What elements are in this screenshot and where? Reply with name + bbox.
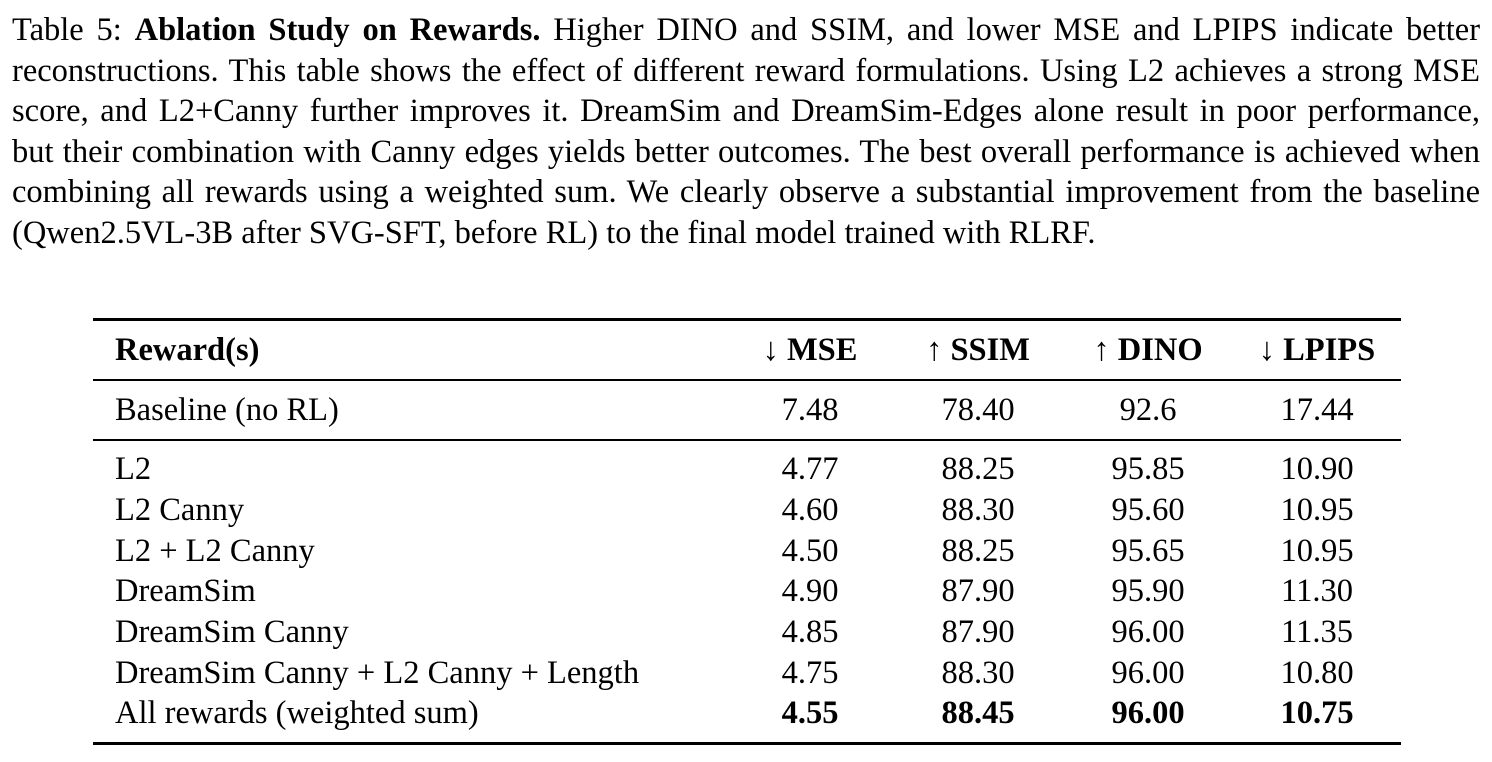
cell-ssim: 88.30: [941, 654, 1015, 691]
cell-dino: 95.65: [1111, 532, 1185, 569]
cell-mse: 4.60: [781, 492, 839, 529]
cell-mse: 4.77: [781, 451, 839, 488]
caption-title: Ablation Study on Rewards.: [134, 12, 541, 48]
table-row: [93, 571, 1401, 612]
cell-reward: All rewards (weighted sum): [115, 695, 479, 732]
ablation-table-container: [93, 318, 1401, 745]
cell-reward: DreamSim: [115, 573, 256, 610]
cell-ssim: 87.90: [941, 573, 1015, 610]
cell-lpips: 10.90: [1280, 451, 1354, 488]
header-lpips: ↓ LPIPS: [1258, 331, 1376, 368]
cell-lpips: 10.95: [1280, 492, 1354, 529]
cell-lpips: 10.95: [1280, 532, 1354, 569]
cell-reward: L2 Canny: [115, 492, 245, 529]
ablation-table: [93, 318, 1401, 745]
table-row: [93, 612, 1401, 653]
cell-mse: 4.90: [781, 573, 839, 610]
cell-reward: L2: [115, 451, 152, 488]
cell-lpips: 11.30: [1281, 573, 1353, 610]
cell-ssim: 78.40: [941, 391, 1015, 428]
cell-dino: 95.85: [1111, 451, 1185, 488]
table-row: [93, 530, 1401, 571]
cell-dino: 95.90: [1111, 573, 1185, 610]
table-header-row: [93, 320, 1401, 381]
table-row: [93, 440, 1401, 490]
table-row-best: [93, 693, 1401, 743]
caption-label: Table 5:: [12, 12, 122, 48]
cell-reward: DreamSim Canny: [115, 614, 349, 651]
cell-ssim: 88.30: [941, 492, 1015, 529]
header-ssim: ↑ SSIM: [926, 331, 1030, 368]
cell-mse: 4.50: [781, 532, 839, 569]
cell-ssim: 87.90: [941, 614, 1015, 651]
cell-dino: 96.00: [1111, 614, 1185, 651]
cell-dino: 96.00: [1111, 695, 1185, 732]
header-mse: ↓ MSE: [762, 331, 858, 368]
table-row: [93, 652, 1401, 693]
cell-lpips: 10.75: [1280, 695, 1354, 732]
table-row: [93, 490, 1401, 531]
table-caption: [12, 10, 1480, 253]
cell-ssim: 88.25: [941, 451, 1015, 488]
cell-reward: DreamSim Canny + L2 Canny + Length: [115, 654, 640, 691]
cell-reward: L2 + L2 Canny: [115, 532, 315, 569]
cell-dino: 92.6: [1119, 391, 1177, 428]
cell-mse: 4.75: [781, 654, 839, 691]
header-dino: ↑ DINO: [1093, 331, 1203, 368]
cell-lpips: 10.80: [1280, 654, 1354, 691]
cell-mse: 4.55: [781, 695, 839, 732]
cell-ssim: 88.25: [941, 532, 1015, 569]
cell-lpips: 17.44: [1280, 391, 1354, 428]
cell-reward: Baseline (no RL): [115, 391, 339, 428]
cell-mse: 7.48: [781, 391, 839, 428]
cell-lpips: 11.35: [1281, 614, 1353, 651]
baseline-row: [93, 380, 1401, 440]
cell-ssim: 88.45: [941, 695, 1015, 732]
cell-mse: 4.85: [781, 614, 839, 651]
cell-dino: 95.60: [1111, 492, 1185, 529]
caption-text: Higher DINO and SSIM, and lower MSE and LPIPS indicate better reconstructions. This table shows the effect of different reward formulations. Using L2 achieves a strong MSE score, and L2+Canny further improves it. DreamSim and DreamSim-Edges alone result in poor performance, but their combination with Canny edges yields better outcomes. The best overall performance is achieved when combining all rewards using a weighted sum. We clearly observe a substantial improvement from the baseline (Qwen2.5VL-3B after SVG-SFT, before RL) to the final model trained with RLRF.: [12, 12, 1481, 251]
cell-dino: 96.00: [1111, 654, 1185, 691]
header-reward: Reward(s): [115, 331, 260, 368]
